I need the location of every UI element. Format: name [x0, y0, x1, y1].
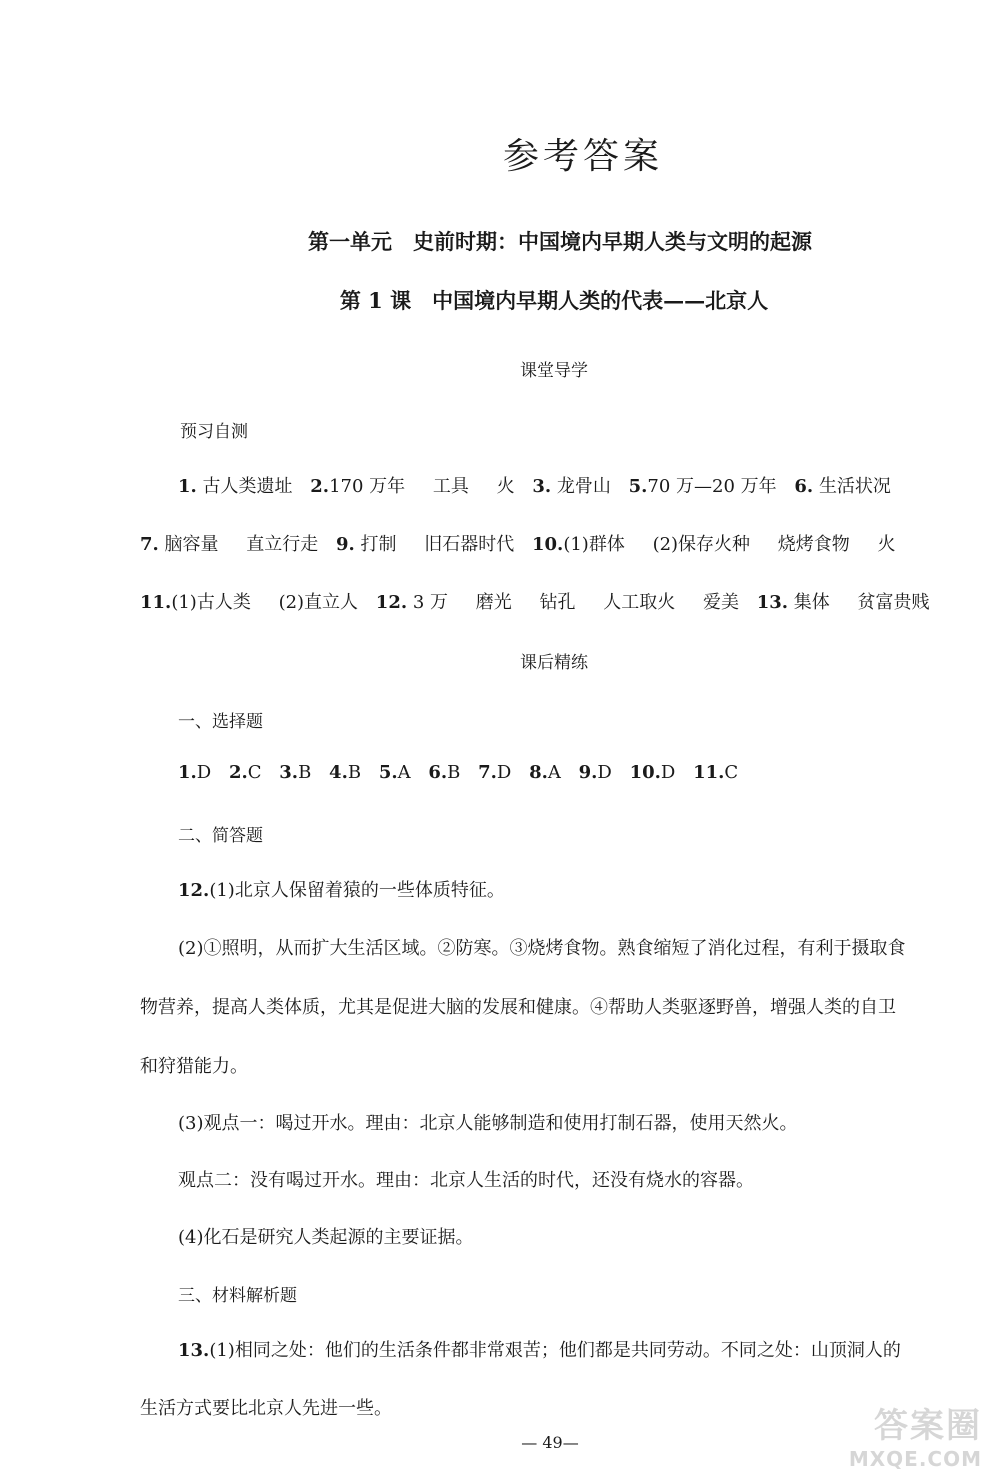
- answer: 集体: [793, 592, 830, 613]
- q-num: 13.: [178, 1340, 210, 1361]
- answer: D: [660, 762, 676, 783]
- watermark-logo: [832, 1398, 982, 1478]
- answer: 人工取火: [603, 592, 676, 613]
- answer: 钻孔: [539, 592, 576, 613]
- page-number: — 49—: [521, 1433, 579, 1452]
- q12-part1: [178, 876, 505, 902]
- answer: B: [447, 762, 461, 783]
- answer: 打制: [360, 534, 397, 555]
- answer: 火: [496, 476, 515, 497]
- answer: (1)北京人保留着猿的一些体质特征。: [209, 880, 505, 901]
- unit-heading: 第一单元 史前时期：中国境内早期人类与文明的起源: [308, 229, 812, 254]
- q-num: 10.: [532, 534, 564, 555]
- q-num: 3.: [532, 476, 552, 497]
- answer: 龙骨山: [556, 476, 611, 497]
- q-num: 11.: [693, 762, 725, 783]
- q13-part1-line2: 生活方式要比北京人先进一些。: [140, 1398, 392, 1419]
- answer: 火: [877, 534, 896, 555]
- subheading-preview: 预习自测: [180, 422, 248, 442]
- choice-answers: [178, 762, 738, 783]
- answer: C: [724, 762, 739, 783]
- q-num: 8.: [529, 762, 548, 783]
- answer: (1)古人类: [171, 592, 251, 613]
- answer: 磨光: [475, 592, 512, 613]
- answer: A: [547, 762, 561, 783]
- answer: B: [347, 762, 362, 783]
- answer: D: [196, 762, 212, 783]
- q-num: 2.: [228, 762, 248, 783]
- q-num: 12.: [178, 880, 210, 901]
- answer: 工具: [432, 476, 469, 497]
- answer: A: [397, 762, 411, 783]
- answer: D: [597, 762, 612, 783]
- q12-part2-line3: 和狩猎能力。: [140, 1056, 248, 1077]
- q-num: 4.: [329, 762, 348, 783]
- subheading-material: 三、材料解析题: [178, 1286, 297, 1306]
- watermark-text-bottom: MXQE.COM: [848, 1447, 982, 1471]
- q-num: 12.: [375, 592, 408, 613]
- subheading-short-answer: 二、简答题: [178, 826, 263, 846]
- answer: 70 万—20 万年: [647, 476, 777, 497]
- answer: 直立行走: [246, 534, 319, 555]
- q-num: 7.: [478, 762, 497, 783]
- q-num: 6.: [794, 476, 814, 497]
- q-num: 13.: [756, 592, 789, 613]
- preview-line-3: [140, 588, 930, 614]
- answer: D: [496, 762, 512, 783]
- q-num: 3.: [279, 762, 299, 783]
- q12-part3-view2: 观点二：没有喝过开水。理由：北京人生活的时代，还没有烧水的容器。: [178, 1170, 754, 1191]
- page-title: 参考答案: [502, 136, 663, 177]
- q-num: 9.: [336, 534, 355, 555]
- q-num: 7.: [140, 534, 159, 555]
- answer: (1)相同之处：他们的生活条件都非常艰苦；他们都是共同劳动。不同之处：山顶洞人的: [209, 1340, 901, 1361]
- preview-line-1: [178, 472, 891, 498]
- answer: 生活状况: [818, 476, 891, 497]
- q-num: 9.: [578, 762, 598, 783]
- q12-part4: (4)化石是研究人类起源的主要证据。: [178, 1227, 474, 1248]
- q-num: 1.: [178, 762, 197, 783]
- section-heading-practice: 课后精练: [520, 653, 588, 673]
- answer: 3 万: [412, 592, 449, 613]
- q-num: 11.: [140, 592, 172, 613]
- q-num: 10.: [629, 762, 661, 783]
- answer: 烧烤食物: [777, 534, 850, 555]
- q12-part2-line2: 物营养，提高人类体质，尤其是促进大脑的发展和健康。④帮助人类驱逐野兽，增强人类的自卫: [140, 997, 896, 1018]
- answer: 旧石器时代: [424, 534, 515, 555]
- q12-part3: (3)观点一：喝过开水。理由：北京人能够制造和使用打制石器，使用天然火。: [178, 1113, 798, 1134]
- q-num: 6.: [428, 762, 448, 783]
- answer: 170 万年: [329, 476, 406, 497]
- watermark-text-top: 答案圈: [874, 1406, 982, 1446]
- answer: 古人类遗址: [202, 476, 293, 497]
- q-num: 5.: [628, 476, 648, 497]
- q-num: 5.: [378, 762, 398, 783]
- q13-part1: [178, 1336, 901, 1362]
- answer: 贫富贵贱: [857, 592, 930, 613]
- answer: (2)直立人: [278, 592, 359, 613]
- q-num: 1.: [178, 476, 197, 497]
- preview-line-2: [140, 530, 896, 556]
- answer: (2)保存火种: [652, 534, 751, 555]
- section-heading-classroom: 课堂导学: [520, 361, 588, 381]
- q-num: 2.: [310, 476, 330, 497]
- answer: B: [298, 762, 312, 783]
- answer: 爱美: [702, 592, 739, 613]
- answer: (1)群体: [563, 534, 625, 555]
- q12-part2-line1: (2)①照明，从而扩大生活区域。②防寒。③烧烤食物。熟食缩短了消化过程，有利于摄取食: [178, 938, 906, 959]
- subheading-choice: 一、选择题: [178, 712, 263, 732]
- answer: 脑容量: [164, 534, 219, 555]
- lesson-heading: 第 1 课 中国境内早期人类的代表——北京人: [339, 288, 769, 313]
- answer: C: [247, 762, 262, 783]
